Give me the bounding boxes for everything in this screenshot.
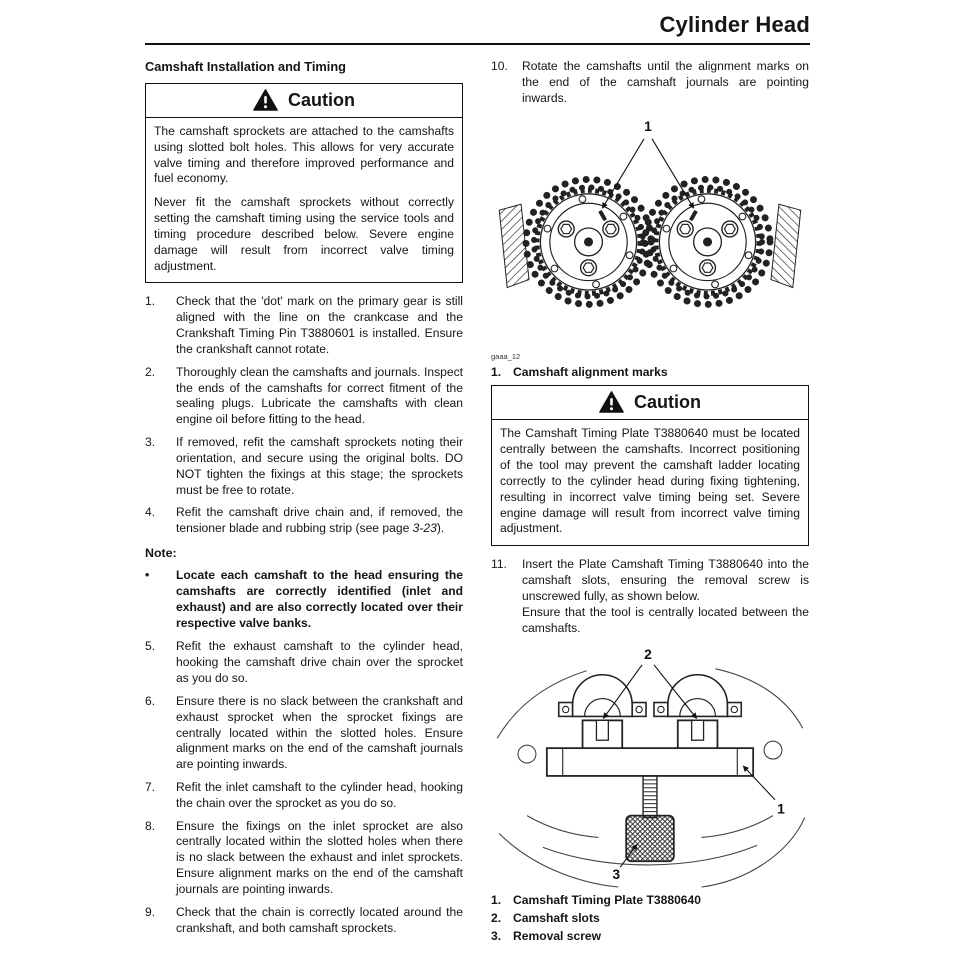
two-column-layout [145,59,810,947]
inlet-sprocket [537,191,640,294]
step-1 [145,294,463,357]
timing-plate [547,721,753,777]
caption-number: 2. [491,911,502,926]
caution-header [492,386,808,420]
step-text-pre: Refit the camshaft drive chain and, if removed, the tensioner blade and rubbing strip (see page [176,505,463,536]
removal-screw-knob [626,816,674,862]
leader-line [602,139,644,208]
step-6 [145,694,463,773]
figure2-callout-2: 2 [644,646,652,663]
step-9 [145,905,463,937]
step-number: 1. [145,294,156,309]
step-text-post: ). [436,521,445,536]
step-number: 3. [145,435,156,450]
step-text: Refit the inlet camshaft to the cylinder head, hooking the chain over the sprocket as you do so. [176,779,463,810]
step-2 [145,365,463,428]
step-text: Ensure there is no slack between the crankshaft and exhaust sprocket when the sprocket fixings are centrally located within the slotted holes. Ensure alignment marks on the end of the camshaft journals are pointing inwards. [176,693,463,772]
step-text-secondary: Ensure that the tool is centrally located between the camshafts. [522,604,809,635]
figure1-caption [491,365,809,379]
caution-box-2 [491,385,809,546]
step-8 [145,819,463,898]
caption-number: 1. [491,893,502,908]
step-7 [145,780,463,812]
step-number: 4. [145,505,156,520]
step-11 [491,557,809,636]
caption-text: Camshaft slots [513,911,600,926]
step-text: If removed, refit the camshaft sprockets noting their orientation, and secure using the original bolts. DO NOT tighten the fixings at this stage; the sprockets must be free to rotate. [176,435,463,497]
figure2-caption-1 [491,893,809,907]
step-number: 7. [145,779,156,794]
caution-paragraph: Never fit the camshaft sprockets without correctly setting the camshaft timing using the service tools and timing procedure described below. Severe engine damage will result from incorrect valve timing adjustment. [154,195,454,273]
camshaft-slot-right [692,721,704,741]
right-column [491,59,809,947]
note-label: Note: [145,546,177,561]
step-number: 2. [145,364,156,379]
step-3 [145,435,463,498]
left-column [145,59,463,947]
step-text: Refit the exhaust camshaft to the cylinder head, hooking the camshaft drive chain over the sprocket as you do so. [176,639,463,686]
step-text: Rotate the camshafts until the alignment marks on the end of the camshaft journals are pointing inwards. [522,59,809,105]
leader-line [743,766,775,800]
note-bullet [145,568,463,631]
step-text: Ensure the fixings on the inlet sprocket are also centrally located within the slotted holes when there is no slack between the exhaust and inlet sprockets. Ensure alignment marks on the end of the camshaft journals are pointing inwards. [176,818,463,896]
step-text: Check that the 'dot' mark on the primary gear is still aligned with the line on the crankcase and the Crankshaft Timing Pin T3880601 is installed. Ensure the crankshaft cannot rotate. [176,294,463,356]
step-4 [145,505,463,537]
step-number: 5. [145,639,156,654]
step-number: 11. [491,557,507,572]
step-5 [145,639,463,686]
figure-code: gaaa_12 [491,352,521,362]
camshaft-sprockets-illustration [491,113,809,351]
figure-timing-plate [491,643,809,943]
figure2-captions [491,893,809,943]
figure2-caption-2 [491,911,809,925]
exhaust-sprocket [656,191,759,294]
warning-triangle-icon [599,391,624,413]
caption-text: Removal screw [513,929,602,944]
page-title: Cylinder Head [659,12,810,37]
caption-text: Camshaft Timing Plate T3880640 [513,893,701,908]
timing-plate-illustration [491,643,809,889]
caption-number: 1. [491,365,502,380]
warning-triangle-icon [253,89,278,111]
header-rule [145,43,810,45]
figure2-caption-3 [491,929,809,943]
step-text: Thoroughly clean the camshafts and journals. Inspect the ends of the camshafts for correct fitment of the sealing plugs. Lubricate the camshafts with clean engine oil before fitting to the head. [176,364,463,427]
step-number: 8. [145,818,156,833]
caution-header [146,84,462,118]
caution-title: Caution [634,391,701,412]
bullet-text: Locate each camshaft to the head ensuring the camshafts are correctly identified (inlet and exhaust) and are also correctly located over their respective valve banks. [176,568,463,630]
cylinder-head-edge-right [771,205,801,288]
removal-screw-shaft [643,776,657,818]
step-text [176,505,463,537]
caution-box-1 [145,83,463,283]
figure2-callout-1: 1 [777,801,785,818]
caution-body [146,118,462,282]
camshaft-slot-left [596,721,608,741]
caption-text: Camshaft alignment marks [513,365,668,380]
step-text: Check that the chain is correctly located around the crankshaft, and both camshaft sprockets. [176,904,463,935]
caption-number: 3. [491,929,502,944]
step-number: 6. [145,693,156,708]
step-text-main: Insert the Plate Camshaft Timing T3880640 into the camshaft slots, ensuring the removal screw is unscrewed fully, as shown below. [522,557,809,603]
caution-title: Caution [288,89,355,110]
step-number: 9. [145,904,156,919]
bullet-marker: • [145,568,150,583]
step-10 [491,59,809,106]
section-title: Camshaft Installation and Timing [145,59,346,74]
page-reference: 3-23 [412,521,437,536]
caution-body [492,420,808,545]
figure-camshaft-alignment [491,113,809,379]
caution-paragraph: The Camshaft Timing Plate T3880640 must be located centrally between the camshafts. Incorrect positioning of the tool may prevent the camshaft ladder locating correctly to the cylinder head during fixing tightening, resulting in incorrect valve timing being set. Severe engine damage will result from incorrect valve timing adjustment. [500,426,800,536]
figure1-callout-1: 1 [644,118,652,135]
figure2-callout-3: 3 [612,866,621,883]
camshaft-bearing-caps [559,675,742,717]
step-number: 10. [491,59,508,73]
caution-paragraph: The camshaft sprockets are attached to the camshafts using slotted bolt holes. This allows for very accurate valve timing and therefore improved performance and fuel economy. [154,124,454,186]
step-text [522,557,809,636]
